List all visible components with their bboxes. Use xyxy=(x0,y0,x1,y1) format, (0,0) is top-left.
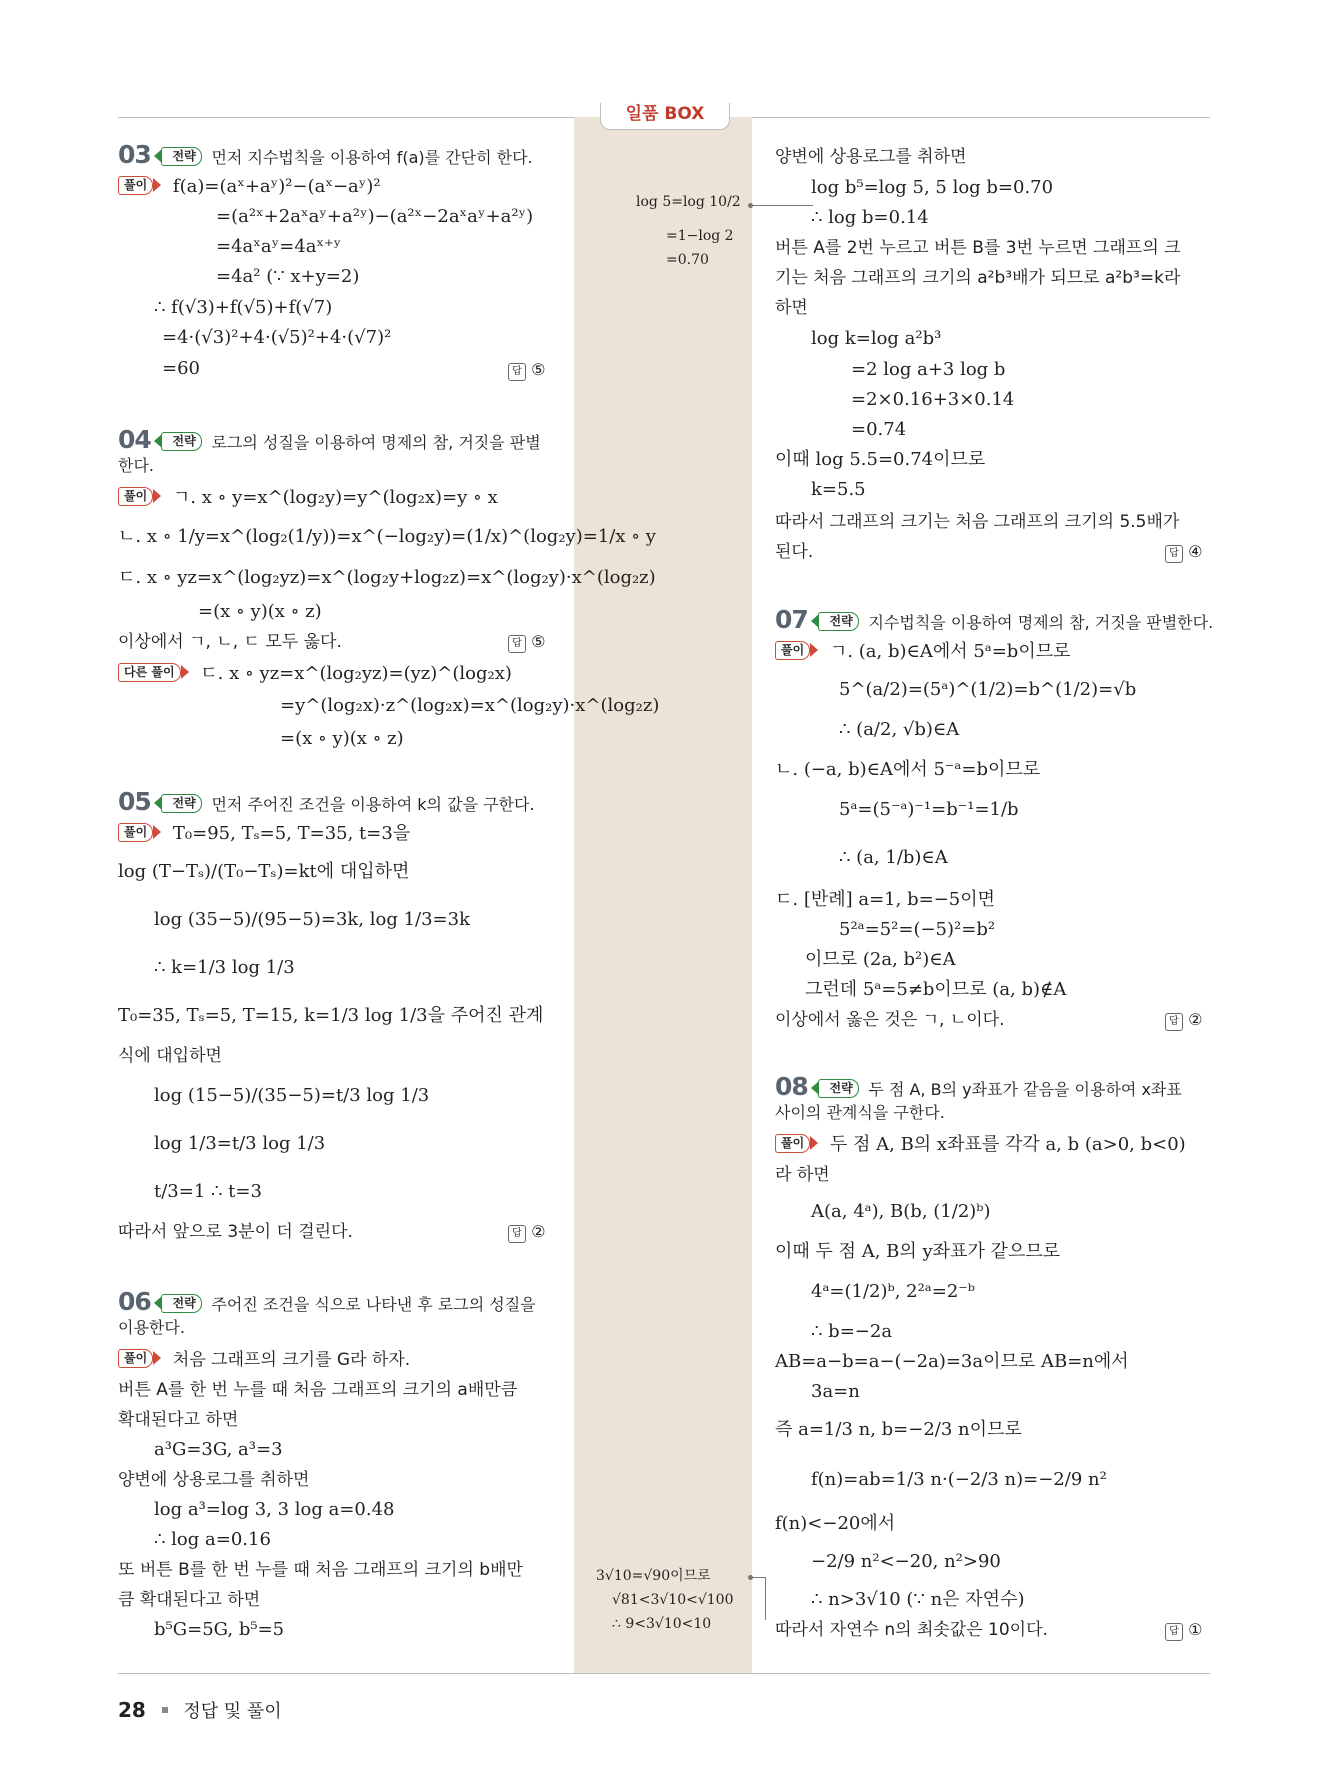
solution-tag: 풀이 xyxy=(118,1349,153,1368)
answer-icon: 답 xyxy=(508,1225,526,1243)
text-line: 따라서 그래프의 크기는 처음 그래프의 크기의 5.5배가 xyxy=(775,512,1180,532)
math-line: AB=a−b=a−(−2a)=3a이므로 AB=n에서 xyxy=(775,1351,1129,1372)
answer-mark xyxy=(1165,1010,1202,1031)
text-line: 라 하면 xyxy=(775,1165,830,1185)
answer-icon: 답 xyxy=(1165,1623,1183,1641)
math-line: ㄴ. (−a, b)∈A에서 5⁻ᵃ=b이므로 xyxy=(775,759,1041,780)
problem-03-header xyxy=(118,140,533,170)
problem-04-header xyxy=(118,425,541,455)
strategy-text: 지수법칙을 이용하여 명제의 참, 거짓을 판별한다. xyxy=(868,613,1214,632)
math-line: log b⁵=log 5, 5 log b=0.70 xyxy=(811,177,1054,198)
text-line: 된다. xyxy=(775,542,814,562)
math-line: −2/9 n²<−20, n²>90 xyxy=(811,1551,1001,1572)
math-line: f(n)=ab=1/3 n·(−2/3 n)=−2/9 n² xyxy=(811,1469,1107,1490)
text-line: 버튼 A를 한 번 누를 때 처음 그래프의 크기의 a배만큼 xyxy=(118,1380,518,1400)
box-note-line: =1−log 2 xyxy=(666,228,734,244)
math-line: log k=log a²b³ xyxy=(811,328,942,349)
math-line: ㄷ. [반례] a=1, b=−5이면 xyxy=(775,889,995,910)
math-line: log (T−Tₛ)/(T₀−Tₛ)=kt에 대입하면 xyxy=(118,861,410,882)
box-note-line: 3√10=√90이므로 xyxy=(596,1568,711,1584)
math-line: ∴ n>3√10 (∵ n은 자연수) xyxy=(811,1589,1025,1610)
math-line: f(a)=(aˣ+aʸ)²−(aˣ−aʸ)² xyxy=(172,176,381,197)
text-line: 이상에서 ㄱ, ㄴ, ㄷ 모두 옳다. xyxy=(118,632,342,652)
problem-07-header xyxy=(775,605,1214,635)
problem-05-header xyxy=(118,787,535,817)
solution-tag: 풀이 xyxy=(118,823,153,842)
math-line: =y^(log₂x)·z^(log₂x)=x^(log₂y)·x^(log₂z) xyxy=(280,695,660,716)
answer-value: ④ xyxy=(1188,542,1203,561)
leader-line xyxy=(753,1577,765,1578)
math-line: ㄴ. x ∘ 1/y=x^(log₂(1/y))=x^(−log₂y)=(1/x)^(log₂y)=1/x ∘ y xyxy=(118,526,656,547)
math-line: 즉 a=1/3 n, b=−2/3 n이므로 xyxy=(775,1419,1022,1440)
problem-number: 03 xyxy=(118,140,151,169)
alt-solution-line xyxy=(118,662,512,686)
math-line: log (35−5)/(95−5)=3k, log 1/3=3k xyxy=(154,909,471,930)
footer xyxy=(118,1697,282,1723)
right-column xyxy=(775,0,1215,1660)
solution-line xyxy=(118,822,410,846)
math-line: ㄷ. x ∘ yz=x^(log₂yz)=(yz)^(log₂x) xyxy=(200,663,512,684)
math-line: =(a²ˣ+2aˣaʸ+a²ʸ)−(a²ˣ−2aˣaʸ+a²ʸ) xyxy=(216,206,534,227)
answer-value: ② xyxy=(1188,1010,1203,1029)
strategy-text: 주어진 조건을 식으로 나타낸 후 로그의 성질을 xyxy=(211,1295,536,1314)
text-line: 하면 xyxy=(775,298,808,318)
math-line: =4aˣaʸ=4aˣ⁺ʸ xyxy=(216,236,342,257)
math-line: ∴ b=−2a xyxy=(811,1321,893,1342)
math-line: f(n)<−20에서 xyxy=(775,1513,896,1534)
solution-line xyxy=(775,1133,1186,1157)
box-note-line: √81<3√10<√100 xyxy=(612,1592,734,1608)
strategy-tag: 전략 xyxy=(161,147,202,166)
text-line: 처음 그래프의 크기를 G라 하자. xyxy=(172,1350,411,1370)
strategy-text: 먼저 지수법칙을 이용하여 f(a)를 간단히 한다. xyxy=(211,148,533,167)
text-line: 큼 확대된다고 하면 xyxy=(118,1590,261,1610)
solution-line xyxy=(118,1348,410,1372)
page-number: 28 xyxy=(118,1698,146,1722)
leader-line xyxy=(765,1577,766,1620)
answer-icon: 답 xyxy=(1165,1013,1183,1031)
footer-label: 정답 및 풀이 xyxy=(183,1701,282,1722)
text-line: 기는 처음 그래프의 크기의 a²b³배가 되므로 a²b³=k라 xyxy=(775,268,1181,288)
box-title: 일품 BOX xyxy=(600,103,730,130)
text-line: 이상에서 옳은 것은 ㄱ, ㄴ이다. xyxy=(775,1010,1005,1030)
math-line: ㄷ. x ∘ yz=x^(log₂yz)=x^(log₂y+log₂z)=x^(log₂y)·x^(log₂z) xyxy=(118,567,656,588)
math-line: T₀=35, Tₛ=5, T=15, k=1/3 log 1/3을 주어진 관계 xyxy=(118,1005,544,1026)
problem-number: 08 xyxy=(775,1072,808,1101)
math-line: 두 점 A, B의 x좌표를 각각 a, b (a>0, b<0) xyxy=(829,1134,1186,1155)
math-line: =2 log a+3 log b xyxy=(851,359,1006,380)
math-line: log 1/3=t/3 log 1/3 xyxy=(154,1133,326,1154)
math-line: log a³=log 3, 3 log a=0.48 xyxy=(154,1499,395,1520)
footer-rule xyxy=(118,1673,1210,1674)
text-line: 양변에 상용로그를 취하면 xyxy=(118,1470,310,1490)
answer-mark xyxy=(508,360,545,381)
math-line: ㄱ. x ∘ y=x^(log₂y)=y^(log₂x)=y ∘ x xyxy=(172,487,498,508)
strategy-text: 이용한다. xyxy=(118,1318,185,1337)
text-line: 버튼 A를 2번 누르고 버튼 B를 3번 누르면 그래프의 크 xyxy=(775,238,1181,258)
math-line: 그런데 5ᵃ=5≠b이므로 (a, b)∉A xyxy=(805,979,1067,1000)
text-line: 따라서 자연수 n의 최솟값은 10이다. xyxy=(775,1620,1048,1640)
answer-value: ⑤ xyxy=(531,360,546,379)
answer-mark xyxy=(1165,1620,1202,1641)
math-line: =0.74 xyxy=(851,419,907,440)
math-line: ∴ log b=0.14 xyxy=(811,207,929,228)
problem-06-header xyxy=(118,1287,536,1317)
solution-tag: 풀이 xyxy=(118,176,153,195)
math-line: 이므로 (2a, b²)∈A xyxy=(805,949,956,970)
math-line: 5ᵃ=(5⁻ᵃ)⁻¹=b⁻¹=1/b xyxy=(839,799,1019,820)
box-note-line: =0.70 xyxy=(666,252,709,268)
math-line: k=5.5 xyxy=(811,479,866,500)
math-line: ∴ f(√3)+f(√5)+f(√7) xyxy=(154,297,333,318)
strategy-tag: 전략 xyxy=(161,432,202,451)
math-line: b⁵G=5G, b⁵=5 xyxy=(154,1619,285,1640)
solution-tag: 풀이 xyxy=(118,487,153,506)
text-line: 따라서 앞으로 3분이 더 걸린다. xyxy=(118,1222,353,1242)
strategy-tag: 전략 xyxy=(161,794,202,813)
text-line: 또 버튼 B를 한 번 누를 때 처음 그래프의 크기의 b배만 xyxy=(118,1560,523,1580)
alt-solution-tag: 다른 풀이 xyxy=(118,663,181,682)
strategy-text: 한다. xyxy=(118,456,154,475)
math-line: =60 xyxy=(162,358,200,379)
math-line: =(x ∘ y)(x ∘ z) xyxy=(280,728,404,749)
problem-number: 04 xyxy=(118,425,151,454)
solution-tag: 풀이 xyxy=(775,641,810,660)
box-column xyxy=(574,117,752,1673)
box-note-line: log 5=log 10/2 xyxy=(636,194,741,210)
solution-line xyxy=(775,640,1070,664)
answer-icon: 답 xyxy=(508,635,526,653)
answer-value: ⑤ xyxy=(531,632,546,651)
strategy-tag: 전략 xyxy=(818,1079,859,1098)
math-line: a³G=3G, a³=3 xyxy=(154,1439,283,1460)
math-line: 이때 두 점 A, B의 y좌표가 같으므로 xyxy=(775,1241,1061,1262)
answer-mark xyxy=(508,632,545,653)
answer-icon: 답 xyxy=(1165,545,1183,563)
text-line: 양변에 상용로그를 취하면 xyxy=(775,147,967,167)
problem-number: 05 xyxy=(118,787,151,816)
problem-number: 06 xyxy=(118,1287,151,1316)
separator-icon xyxy=(162,1707,168,1713)
math-line: ∴ (a/2, √b)∈A xyxy=(839,719,960,740)
text-line: 식에 대입하면 xyxy=(118,1046,222,1066)
strategy-tag: 전략 xyxy=(161,1294,202,1313)
math-line: ∴ (a, 1/b)∈A xyxy=(839,847,948,868)
strategy-text: 두 점 A, B의 y좌표가 같음을 이용하여 x좌표 xyxy=(868,1080,1182,1099)
answer-value: ② xyxy=(531,1222,546,1241)
answer-icon: 답 xyxy=(508,363,526,381)
math-line: ㄱ. (a, b)∈A에서 5ᵃ=b이므로 xyxy=(829,641,1071,662)
problem-number: 07 xyxy=(775,605,808,634)
math-line: 이때 log 5.5=0.74이므로 xyxy=(775,449,986,470)
math-line: 4ᵃ=(1/2)ᵇ, 2²ᵃ=2⁻ᵇ xyxy=(811,1281,975,1302)
math-line: =4a² (∵ x+y=2) xyxy=(216,266,360,287)
answer-mark xyxy=(1165,542,1202,563)
math-line: ∴ k=1/3 log 1/3 xyxy=(154,957,295,978)
answer-mark xyxy=(508,1222,545,1243)
text-line: 확대된다고 하면 xyxy=(118,1410,239,1430)
math-line: A(a, 4ᵃ), B(b, (1/2)ᵇ) xyxy=(811,1201,991,1222)
math-line: T₀=95, Tₛ=5, T=35, t=3을 xyxy=(172,823,411,844)
solution-line xyxy=(118,175,381,199)
box-note-line: ∴ 9<3√10<10 xyxy=(612,1616,712,1632)
problem-08-header xyxy=(775,1072,1182,1102)
math-line: =2×0.16+3×0.14 xyxy=(851,389,1015,410)
math-line: ∴ log a=0.16 xyxy=(154,1529,271,1550)
math-line: log (15−5)/(35−5)=t/3 log 1/3 xyxy=(154,1085,430,1106)
solution-line xyxy=(118,486,498,510)
math-line: 5^(a/2)=(5ᵃ)^(1/2)=b^(1/2)=√b xyxy=(839,679,1137,700)
math-line: 3a=n xyxy=(811,1381,860,1402)
strategy-text: 먼저 주어진 조건을 이용하여 k의 값을 구한다. xyxy=(211,795,535,814)
solution-tag: 풀이 xyxy=(775,1134,810,1153)
math-line: =(x ∘ y)(x ∘ z) xyxy=(198,601,322,622)
strategy-text: 사이의 관계식을 구한다. xyxy=(775,1103,945,1122)
answer-value: ① xyxy=(1188,1620,1203,1639)
math-line: =4·(√3)²+4·(√5)²+4·(√7)² xyxy=(162,327,392,348)
math-line: t/3=1 ∴ t=3 xyxy=(154,1181,262,1202)
strategy-tag: 전략 xyxy=(818,612,859,631)
math-line: 5²ᵃ=5²=(−5)²=b² xyxy=(839,919,996,940)
strategy-text: 로그의 성질을 이용하여 명제의 참, 거짓을 판별 xyxy=(211,433,541,452)
